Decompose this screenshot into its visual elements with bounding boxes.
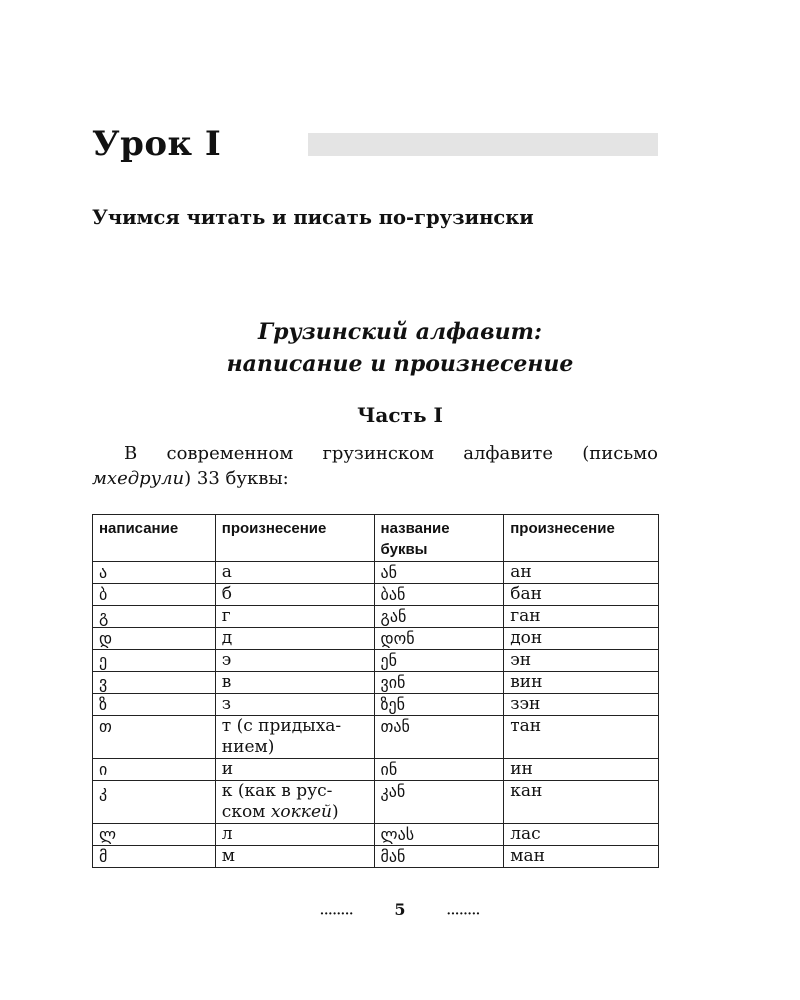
letter-name-cell: კან [374, 781, 504, 824]
letter-name-cell: თან [374, 716, 504, 759]
name-sound-cell: эн [504, 650, 659, 672]
sound-cell: в [215, 672, 374, 694]
section-heading-line-2: написание и произнесение [226, 351, 574, 377]
letter-cell: გ [93, 606, 216, 628]
name-sound-cell: дон [504, 628, 659, 650]
sound-text-end: ) [331, 802, 339, 822]
sound-text: к (как в рус-ском [221, 781, 333, 822]
name-sound-cell: ан [504, 562, 659, 584]
table-row [93, 628, 659, 650]
sound-cell: г [215, 606, 374, 628]
intro-italic-term: мхедрули [92, 468, 185, 489]
letter-cell: ე [93, 650, 216, 672]
table-row [93, 716, 659, 759]
table-row [93, 584, 659, 606]
name-sound-cell: ган [504, 606, 659, 628]
name-sound-cell: бан [504, 584, 659, 606]
page-footer [0, 900, 800, 919]
column-header-name-pronunciation: произнесение [504, 515, 659, 562]
table-row [93, 694, 659, 716]
page-number: 5 [394, 900, 406, 919]
letter-name-cell: ვინ [374, 672, 504, 694]
sound-cell: д [215, 628, 374, 650]
letter-name-cell: ზენ [374, 694, 504, 716]
table-row [93, 781, 659, 824]
footer-dots-left: ........ [319, 903, 354, 918]
part-heading: Часть I [357, 403, 443, 427]
footer-dots-right: ........ [446, 903, 481, 918]
name-sound-cell: тан [504, 716, 659, 759]
name-sound-cell: ман [504, 846, 659, 868]
letter-cell: თ [93, 716, 216, 759]
table-row [93, 759, 659, 781]
name-sound-cell: вин [504, 672, 659, 694]
table-header-row [93, 515, 659, 562]
letter-name-cell: ინ [374, 759, 504, 781]
letter-name-cell: ბან [374, 584, 504, 606]
sound-cell: и [215, 759, 374, 781]
name-sound-cell: кан [504, 781, 659, 824]
sound-cell: м [215, 846, 374, 868]
letter-cell: ა [93, 562, 216, 584]
letter-name-cell: ან [374, 562, 504, 584]
intro-text-before: В современном грузинском алфавите (письмо [124, 443, 658, 464]
column-header-pronunciation: произнесение [215, 515, 374, 562]
letter-cell: დ [93, 628, 216, 650]
section-heading [0, 316, 800, 380]
table-row [93, 650, 659, 672]
letter-cell: ი [93, 759, 216, 781]
letter-cell: კ [93, 781, 216, 824]
table-row [93, 824, 659, 846]
table-row [93, 562, 659, 584]
letter-cell: ვ [93, 672, 216, 694]
letter-cell: მ [93, 846, 216, 868]
sound-cell: б [215, 584, 374, 606]
sound-cell: а [215, 562, 374, 584]
sound-cell: т (с придыха-нием) [215, 716, 374, 759]
lesson-subtitle: Учимся читать и писать по-грузински [92, 206, 534, 229]
letter-cell: ზ [93, 694, 216, 716]
intro-paragraph [92, 441, 658, 491]
table-row [93, 672, 659, 694]
sound-cell: э [215, 650, 374, 672]
column-header-spelling: написание [93, 515, 216, 562]
letter-cell: ბ [93, 584, 216, 606]
alphabet-table [92, 514, 659, 868]
sound-italic-example: хоккей [270, 802, 332, 822]
section-heading-line-1: Грузинский алфавит: [257, 319, 543, 345]
sound-cell [215, 781, 374, 824]
title-decorative-bar [308, 133, 658, 156]
table-row [93, 606, 659, 628]
letter-name-cell: გან [374, 606, 504, 628]
name-sound-cell: ин [504, 759, 659, 781]
letter-name-cell: დონ [374, 628, 504, 650]
letter-name-cell: ენ [374, 650, 504, 672]
letter-cell: ლ [93, 824, 216, 846]
name-sound-cell: зэн [504, 694, 659, 716]
sound-cell: л [215, 824, 374, 846]
column-header-letter-name: название буквы [374, 515, 504, 562]
name-sound-cell: лас [504, 824, 659, 846]
lesson-title: Урок I [92, 124, 222, 164]
letter-name-cell: ლას [374, 824, 504, 846]
sound-cell: з [215, 694, 374, 716]
intro-text-after: ) 33 буквы: [184, 468, 289, 489]
letter-name-cell: მან [374, 846, 504, 868]
table-row [93, 846, 659, 868]
